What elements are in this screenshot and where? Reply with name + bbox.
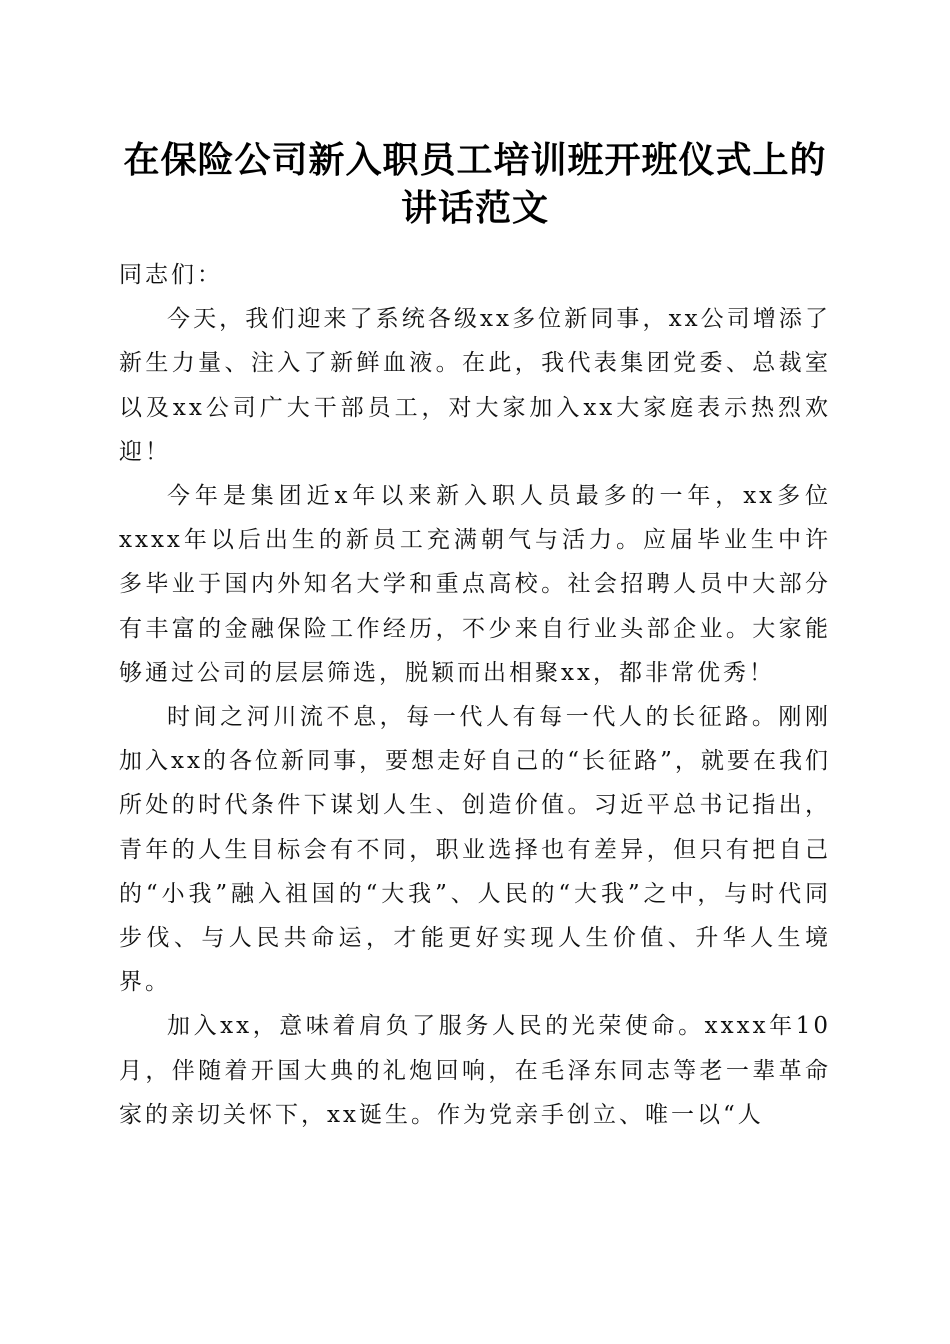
document-title: 在保险公司新入职员工培训班开班仪式上的讲话范文 (123, 139, 827, 229)
paragraph-new-staff: 今年是集团近x年以来新入职人员最多的一年，xx多位xxxx年以后出生的新员工充满朝气与活力。应届毕业生中许多毕业于国内外知名大学和重点高校。社会招聘人员中大部分有丰富的金融保险工作经历，不少来自行业头部企业。大家能够通过公司的层层筛选，脱颖而出相聚xx，都非常优秀！ (119, 483, 831, 686)
paragraph-welcome: 今天，我们迎来了系统各级xx多位新同事，xx公司增添了新生力量、注入了新鲜血液。在此，我代表集团党委、总裁室以及xx公司广大干部员工，对大家加入xx大家庭表示热烈欢迎！ (119, 306, 831, 465)
paragraph-long-march: 时间之河川流不息，每一代人有每一代人的长征路。刚刚加入xx的各位新同事，要想走好自己的“长征路”，就要在我们所处的时代条件下谋划人生、创造价值。习近平总书记指出，青年的人生目标会有不同，职业选择也有差异，但只有把自己的“小我”融入祖国的“大我”、人民的“大我”之中，与时代同步伐、与人民共命运，才能更好实现人生价值、升华人生境界。 (119, 704, 831, 996)
salutation: 同志们： (119, 262, 223, 288)
document-body (119, 253, 831, 1137)
paragraph-mission: 加入xx，意味着肩负了服务人民的光荣使命。xxxx年10月，伴随着开国大典的礼炮回响，在毛泽东同志等老一辈革命家的亲切关怀下，xx诞生。作为党亲手创立、唯一以“人 (119, 1013, 831, 1128)
